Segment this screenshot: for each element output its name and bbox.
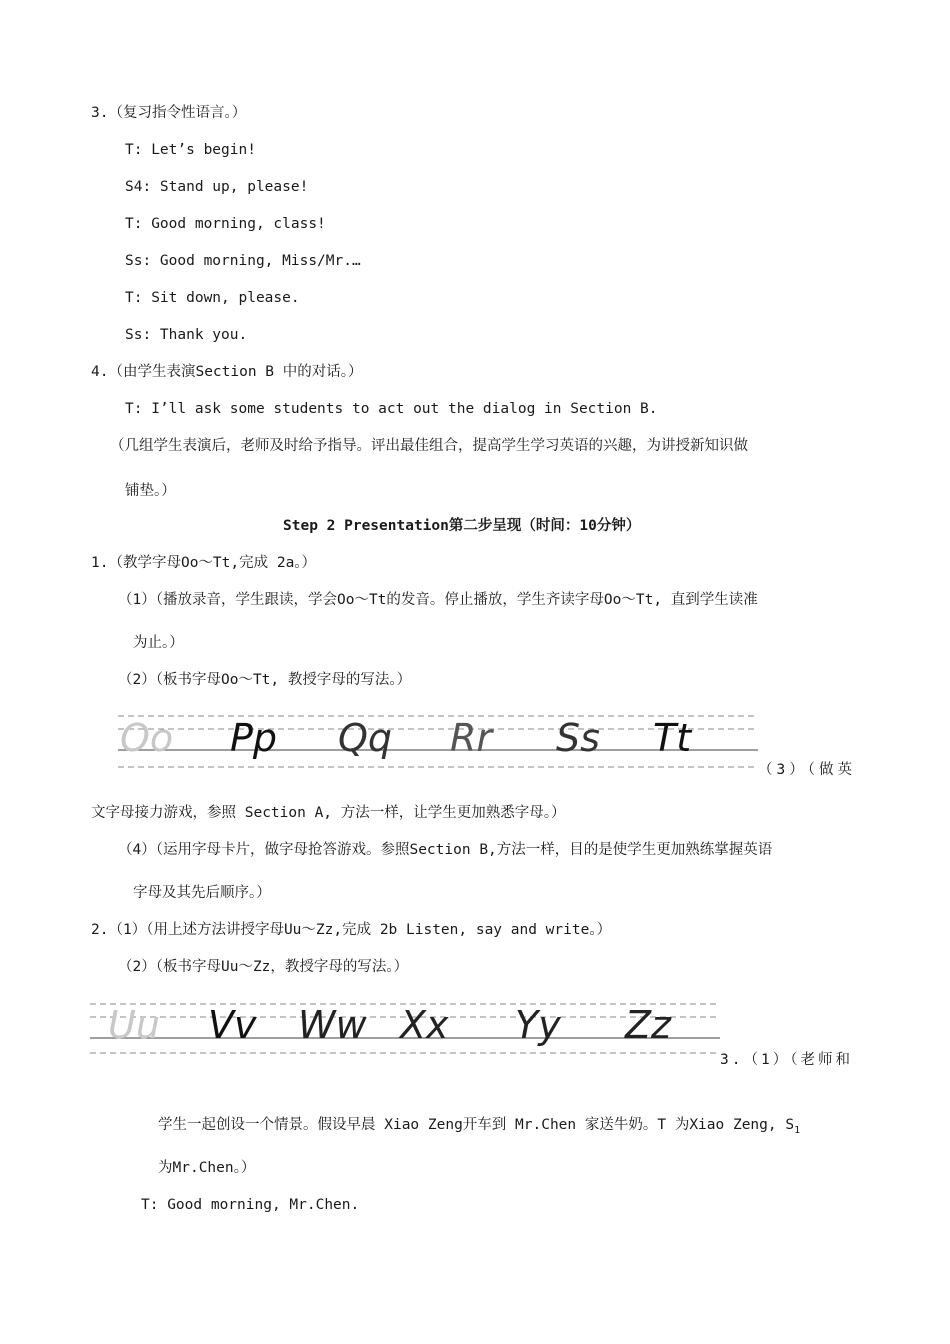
paragraph-line: （4）（运用字母卡片，做字母抢答游戏。参照Section B,方法一样，目的是使学生更加熟练掌握英语 [118, 842, 773, 858]
section-title: Step 2 Presentation第二步呈现（时间：10分钟） [283, 518, 641, 534]
paragraph-line: 为止。） [133, 635, 184, 651]
dialog-line: T: Sit down, please. [125, 290, 300, 306]
paragraph-line: 文字母接力游戏，参照 Section A, 方法一样，让学生更加熟悉字母。） [91, 805, 566, 821]
letter-pair: Oo [120, 716, 174, 760]
letter-pair: Zz [625, 1003, 671, 1047]
dialog-line: T: I’ll ask some students to act out the dialog in Section B. [125, 401, 658, 417]
item-2-heading: 2.（1）（用上述方法讲授字母Uu～Zz,完成 2b Listen, say and write。） [91, 922, 612, 938]
letter-pair: Qq [338, 716, 393, 760]
paragraph-line: 为Mr.Chen。） [158, 1160, 256, 1176]
item-1-heading: 1.（教学字母Oo～Tt,完成 2a。） [91, 555, 317, 571]
paragraph-text: 学生一起创设一个情景。假设早晨 Xiao Zeng开车到 Mr.Chen 家送牛奶。T 为Xiao Zeng, S [158, 1117, 795, 1133]
paragraph-line: 铺垫。） [125, 483, 176, 499]
handwriting-strip-oo-tt [118, 705, 758, 770]
paragraph-line [158, 1115, 800, 1141]
dialog-line: Ss: Thank you. [125, 327, 248, 343]
letter-pair: Ww [298, 1003, 367, 1047]
dialog-line: T: Good morning, Mr.Chen. [141, 1197, 360, 1213]
paragraph-line: （2）（板书字母Oo～Tt, 教授字母的写法。） [118, 672, 412, 688]
item-3-heading: 3.（1）（老师和 [720, 1052, 853, 1068]
letter-pair: Xx [400, 1003, 449, 1047]
paragraph-line: （几组学生表演后，老师及时给予指导。评出最佳组合，提高学生学习英语的兴趣，为讲授新知识做 [110, 438, 748, 454]
paragraph-line: 字母及其先后顺序。） [133, 885, 271, 901]
letter-pair: Pp [230, 716, 278, 760]
dialog-line: S4: Stand up, please! [125, 179, 309, 195]
dialog-line: T: Let’s begin! [125, 142, 256, 158]
letter-pair: Ss [556, 716, 600, 760]
item-4-heading: 4.（由学生表演Section B 中的对话。） [91, 364, 363, 380]
handwriting-lines-oo-tt [118, 705, 758, 770]
letter-pair: Tt [653, 716, 692, 760]
handwriting-lines-uu-zz [90, 994, 720, 1059]
letter-pair: Uu [108, 1003, 160, 1047]
letter-pair: Vv [208, 1003, 257, 1047]
dialog-line: Ss: Good morning, Miss/Mr.… [125, 253, 361, 269]
paragraph-line: （1）（播放录音，学生跟读，学会Oo～Tt的发音。停止播放，学生齐读字母Oo～Tt, 直到学生读准 [118, 592, 758, 608]
dialog-line: T: Good morning, class! [125, 216, 326, 232]
paragraph-line: （3）（做英 [758, 762, 856, 778]
item-3-heading: 3.（复习指令性语言。） [91, 105, 247, 121]
handwriting-strip-uu-zz [90, 994, 720, 1059]
letter-pair: Yy [515, 1003, 561, 1047]
paragraph-line: （2）（板书字母Uu～Zz，教授字母的写法。） [118, 959, 409, 975]
letter-pair: Rr [450, 716, 493, 760]
subscript: 1 [794, 1124, 801, 1136]
